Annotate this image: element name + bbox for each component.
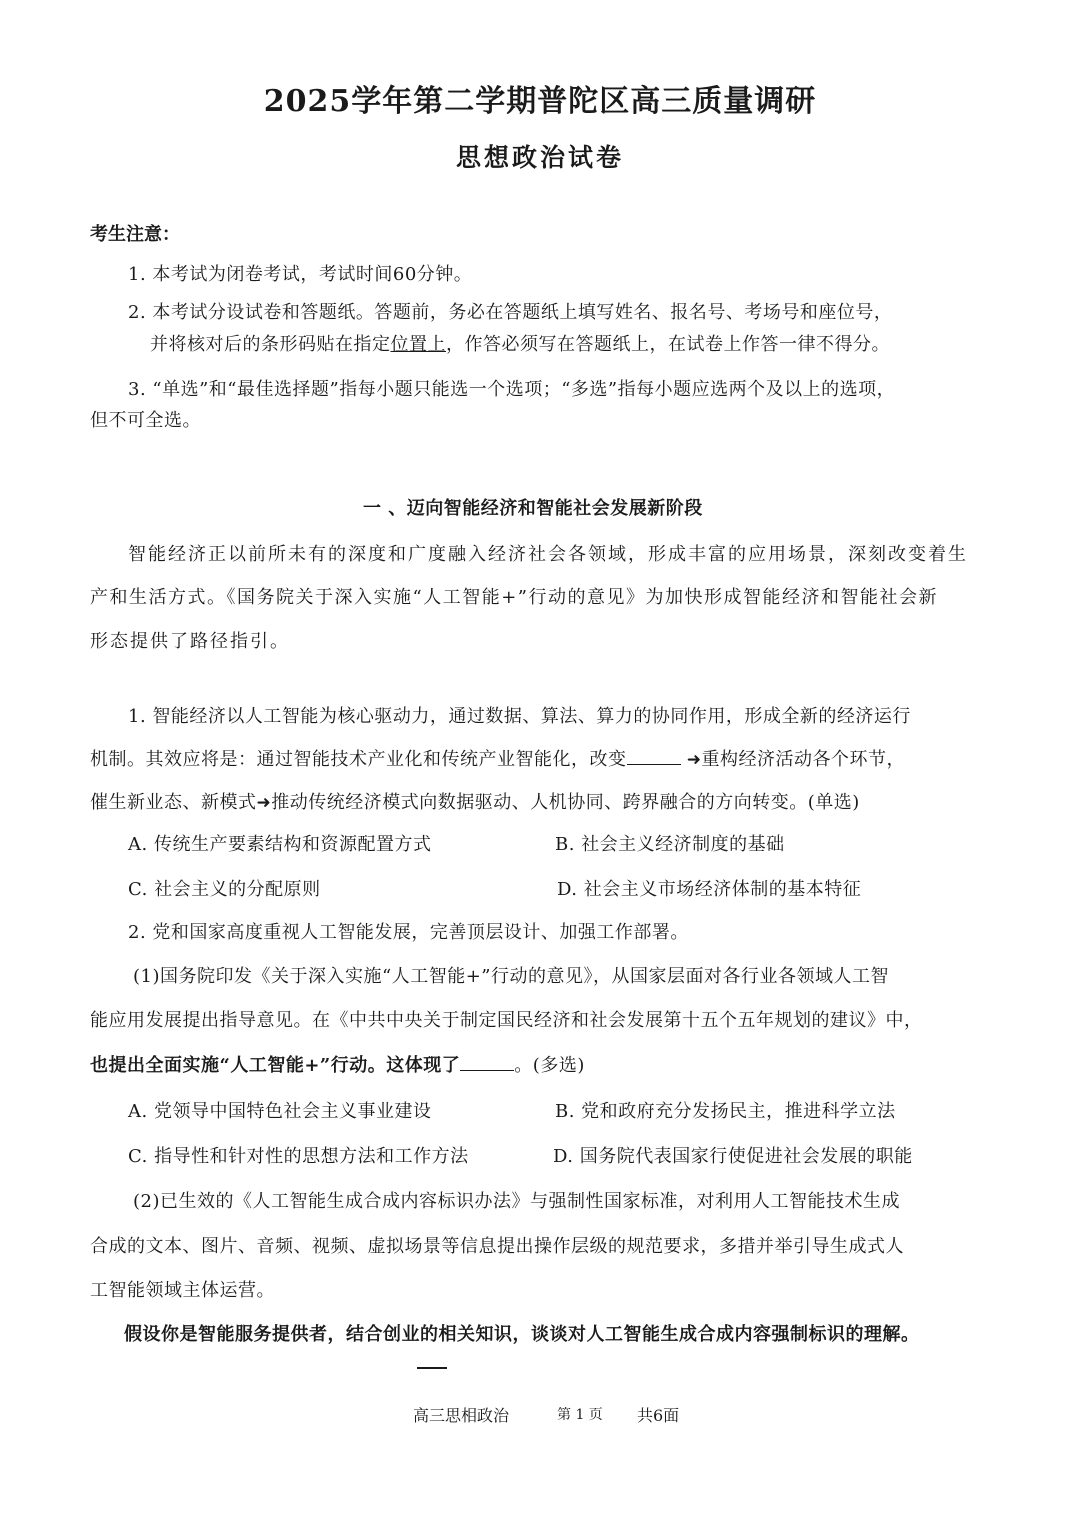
notice-item-2-underlined: 位置上 — [390, 334, 446, 355]
notice-item-2-line1: 2. 本考试分设试卷和答题纸。答题前，务必在答题纸上填写姓名、报名号、考场号和座位号， — [128, 302, 893, 323]
divider — [417, 1367, 447, 1369]
q2-part1-line3-tail: 。(多选) — [514, 1055, 585, 1076]
q2-part1-line2: 能应用发展提出指导意见。在《中共中央关于制定国民经济和社会发展第十五个五年规划的建议》中， — [90, 1010, 923, 1031]
arrow-right-icon: ➜ — [256, 793, 272, 813]
q1-stem-line3-text-a: 催生新业态、新模式 — [90, 792, 257, 813]
notice-label: 考生注意： — [90, 224, 180, 245]
q1-option-c: C. 社会主义的分配原则 — [128, 879, 321, 900]
notice-item-2-line2 — [150, 330, 890, 356]
exam-subtitle: 思想政治试卷 — [455, 143, 624, 172]
q1-option-b: B. 社会主义经济制度的基础 — [555, 834, 785, 855]
q2-option-a: A. 党领导中国特色社会主义事业建设 — [128, 1101, 432, 1122]
q2-part2-line3: 工智能领域主体运营。 — [90, 1280, 275, 1301]
q2-part1-line3 — [90, 1051, 585, 1077]
footer-total-pages: 共6面 — [637, 1406, 680, 1425]
q1-stem-line3 — [90, 788, 860, 814]
q1-stem-line3-text-b: 推动传统经济模式向数据驱动、人机协同、跨界融合的方向转变。(单选) — [271, 792, 860, 813]
exam-title: 2025学年第二学期普陀区高三质量调研 — [263, 84, 817, 119]
q1-stem-line2 — [90, 745, 905, 771]
footer-subject: 高三思相政治 — [413, 1406, 510, 1425]
q2-stem: 2. 党和国家高度重视人工智能发展，完善顶层设计、加强工作部署。 — [128, 922, 689, 943]
q2-part2-line1: (2)已生效的《人工智能生成合成内容标识办法》与强制性国家标准，对利用人工智能技术生成 — [133, 1191, 900, 1212]
section-intro-line2: 产和生活方式。《国务院关于深入实施“人工智能+”行动的意见》为加快形成智能经济和智能社会新 — [90, 587, 938, 608]
q2-option-b: B. 党和政府充分发扬民主，推进科学立法 — [555, 1101, 896, 1122]
notice-item-1: 1. 本考试为闭卷考试，考试时间60分钟。 — [128, 264, 473, 285]
q1-stem-line1: 1. 智能经济以人工智能为核心驱动力，通过数据、算法、算力的协同作用，形成全新的经济运行 — [128, 706, 911, 727]
q1-stem-line2-text-b: 重构经济活动各个环节， — [701, 749, 905, 770]
answer-blank — [460, 1054, 514, 1071]
notice-item-2-text-a: 并将核对后的条形码贴在指定 — [150, 334, 391, 355]
q1-stem-line2-text: 机制。其效应将是：通过智能技术产业化和传统产业智能化，改变 — [90, 749, 627, 770]
q2-part1-line3-text: 也提出全面实施“人工智能+”行动。这体现了 — [90, 1055, 461, 1076]
q1-option-a: A. 传统生产要素结构和资源配置方式 — [128, 834, 432, 855]
section-heading: 一 、迈向智能经济和智能社会发展新阶段 — [363, 498, 703, 519]
notice-item-3-line1: 3. “单选”和“最佳选择题”指每小题只能选一个选项；“多选”指每小题应选两个及以上的选项， — [128, 379, 896, 400]
section-intro-line3: 形态提供了路径指引。 — [90, 631, 290, 652]
notice-item-2-text-b: ，作答必须写在答题纸上，在试卷上作答一律不得分。 — [446, 334, 890, 355]
answer-blank — [627, 748, 681, 765]
q2-option-d: D. 国务院代表国家行使促进社会发展的职能 — [553, 1146, 913, 1167]
q2-task: 假设你是智能服务提供者，结合创业的相关知识，谈谈对人工智能生成合成内容强制标识的理解。 — [124, 1324, 920, 1345]
footer-page-number: 第 1 页 — [557, 1407, 603, 1423]
q2-part2-line2: 合成的文本、图片、音频、视频、虚拟场景等信息提出操作层级的规范要求，多措并举引导生成式人 — [90, 1236, 904, 1257]
q2-option-c: C. 指导性和针对性的思想方法和工作方法 — [128, 1146, 469, 1167]
section-intro-line1: 智能经济正以前所未有的深度和广度融入经济社会各领域，形成丰富的应用场景，深刻改变着生 — [128, 544, 968, 565]
notice-item-3-line2: 但不可全选。 — [90, 410, 201, 431]
q1-option-d: D. 社会主义市场经济体制的基本特征 — [557, 879, 862, 900]
q2-part1-line1: (1)国务院印发《关于深入实施“人工智能+”行动的意见》，从国家层面对各行业各领域人工智 — [133, 966, 889, 987]
arrow-right-icon: ➜ — [686, 750, 702, 770]
